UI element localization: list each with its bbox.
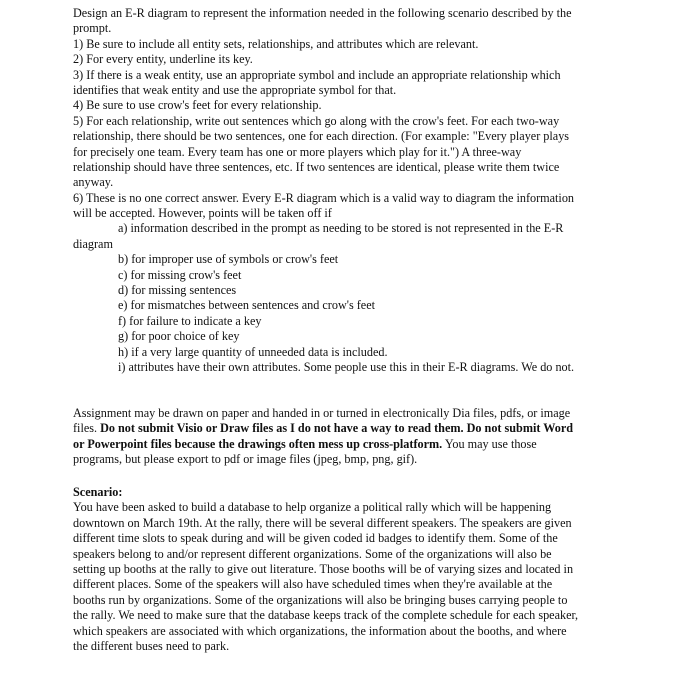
deduction-a: a) information described in the prompt as needing to be stored is not represented in the E-R xyxy=(118,221,564,236)
instruction-item-6: 6) These is no one correct answer. Every E-R diagram which is a valid way to diagram the information xyxy=(73,190,575,205)
instruction-item-6-cont: will be accepted. However, points will be taken off if xyxy=(73,206,332,221)
scenario-line: which speakers are associated with which organizations, the information about the booths, and where xyxy=(73,623,567,638)
deduction-i: i) attributes have their own attributes. Some people use this in their E-R diagrams. We do not. xyxy=(118,359,575,374)
deduction-g: g) for poor choice of key xyxy=(118,329,240,344)
scenario-section xyxy=(73,485,633,654)
deduction-e: e) for mismatches between sentences and crow's feet xyxy=(118,298,376,313)
submission-line: programs, but please export to pdf or image files (jpeg, bmp, png, gif). xyxy=(73,452,418,467)
deduction-c: c) for missing crow's feet xyxy=(118,267,242,282)
submission-line xyxy=(73,437,633,452)
submission-warning: or Powerpoint files because the drawings often mess up cross-platform. xyxy=(73,436,443,451)
submission-line: Assignment may be drawn on paper and handed in or turned in electronically Dia files, pdfs, or image xyxy=(73,406,571,420)
submission-text: You may use those xyxy=(442,436,537,451)
scenario-line: downtown on March 19th. At the rally, there will be several different speakers. The speakers are given xyxy=(73,515,572,530)
scenario-line: speakers belong to and/or represent different organizations. Some of the organizations will also be xyxy=(73,546,552,561)
deduction-a-cont: diagram xyxy=(73,236,113,251)
instruction-item-5: 5) For each relationship, write out sentences which go along with the crow's feet. For each two-way xyxy=(73,113,560,128)
intro-line: Design an E-R diagram to represent the information needed in the following scenario described by the xyxy=(73,6,572,20)
submission-warning: Do not submit Visio or Draw files as I do not have a way to read them. Do not submit Word xyxy=(100,421,574,436)
instruction-item-5-cont: relationship, there should be two sentences, one for each direction. (For example: "Every player plays xyxy=(73,129,570,144)
scenario-heading: Scenario: xyxy=(73,485,123,499)
scenario-line: different places. Some of the speakers will also have scheduled times when they're available at the xyxy=(73,577,553,592)
instruction-item-5-cont: relationship should have three sentences, etc. If two sentences are identical, please write them twice xyxy=(73,159,560,174)
scenario-line: setting up booths at the rally to give out literature. Those booths will be of varying sizes and located in xyxy=(73,561,574,576)
instructions-section xyxy=(73,6,633,375)
scenario-line: different time slots to speak during and will be given coded id badges to identify them. Some of the xyxy=(73,531,558,546)
submission-section xyxy=(73,406,633,468)
submission-line xyxy=(73,421,633,436)
intro-line: prompt. xyxy=(73,21,112,36)
deduction-b: b) for improper use of symbols or crow's feet xyxy=(118,252,339,267)
scenario-line: booths run by organizations. Some of the organizations will also be bringing buses carrying people to xyxy=(73,592,568,607)
instruction-item-3: 3) If there is a weak entity, use an appropriate symbol and include an appropriate relationship which xyxy=(73,67,561,82)
instruction-item-4: 4) Be sure to use crow's feet for every relationship. xyxy=(73,98,322,113)
deduction-f: f) for failure to indicate a key xyxy=(118,313,262,328)
deduction-h: h) if a very large quantity of unneeded data is included. xyxy=(118,344,388,359)
deduction-d: d) for missing sentences xyxy=(118,283,237,298)
scenario-line: the different buses need to park. xyxy=(73,638,230,653)
instruction-item-3-cont: identifies that weak entity and use the appropriate symbol for that. xyxy=(73,82,397,97)
instruction-item-5-cont: anyway. xyxy=(73,175,114,190)
submission-text: files. xyxy=(73,421,101,436)
instruction-item-5-cont: for precisely one team. Every team has one or more players which play for it.") A three-way xyxy=(73,144,522,159)
instruction-item-1: 1) Be sure to include all entity sets, relationships, and attributes which are relevant. xyxy=(73,36,479,51)
scenario-line: the rally. We need to make sure that the database keeps track of the complete schedule for each speaker, xyxy=(73,608,579,623)
scenario-line: You have been asked to build a database to help organize a political rally which will be happening xyxy=(73,500,552,515)
instruction-item-2: 2) For every entity, underline its key. xyxy=(73,52,253,67)
